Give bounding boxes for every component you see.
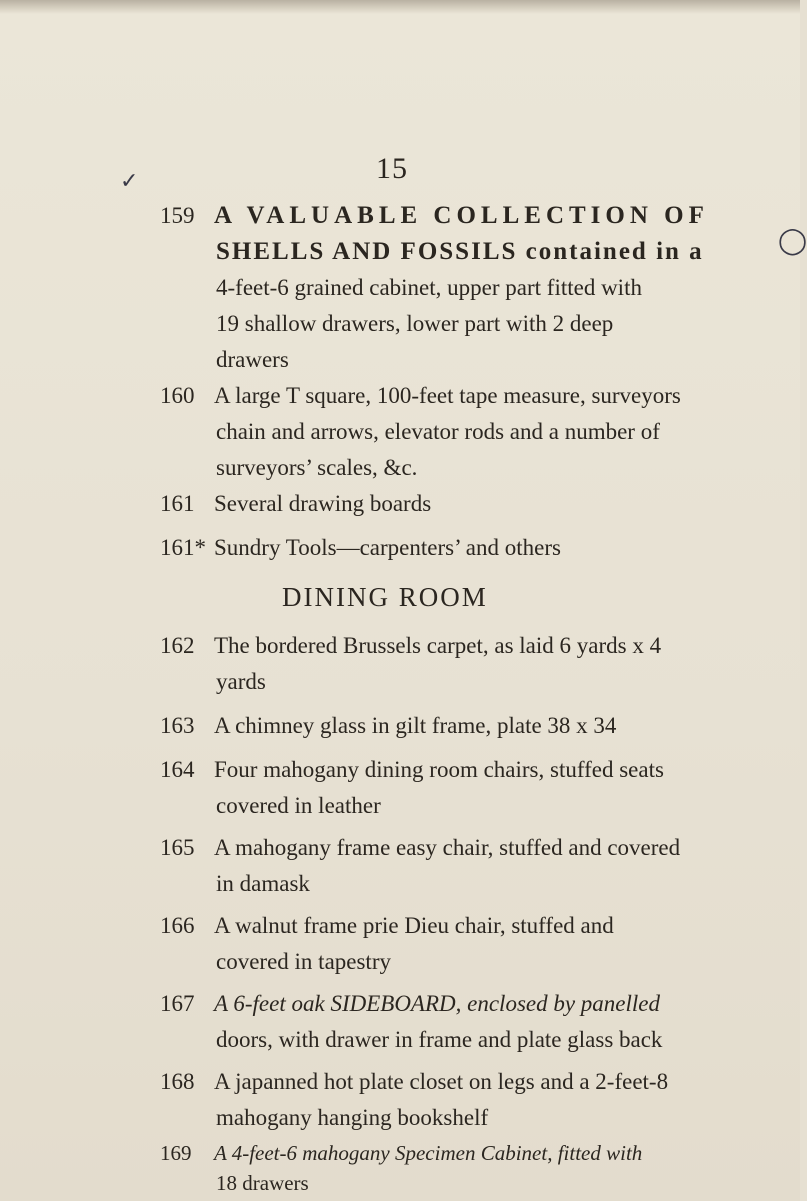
lot-164 <box>160 752 800 824</box>
lot-165 <box>160 830 800 902</box>
lot-line: surveyors’ scales, &c. <box>216 455 418 480</box>
page-number: 15 <box>376 152 408 185</box>
section-heading: DINING ROOM <box>282 582 488 612</box>
lot-169 <box>160 1138 800 1198</box>
page-top-edge <box>0 0 800 14</box>
lot-line: A walnut frame prie Dieu chair, stuffed and <box>214 913 614 938</box>
lot-line: A mahogany frame easy chair, stuffed and covered <box>214 835 681 860</box>
lot-number: 161 <box>160 491 195 516</box>
lot-number: 161* <box>160 535 206 560</box>
lot-line: The bordered Brussels carpet, as laid 6 yards x 4 <box>214 633 662 658</box>
lot-161 <box>160 486 800 522</box>
lot-line: drawers <box>216 347 289 372</box>
pencil-circle-icon: ◯ <box>778 226 807 255</box>
lot-number: 159 <box>160 203 195 228</box>
lot-166 <box>160 908 800 980</box>
lot-line: SHELLS AND FOSSILS contained in a <box>216 238 704 265</box>
lot-line: mahogany hanging bookshelf <box>216 1105 489 1130</box>
lot-line: covered in leather <box>216 793 381 818</box>
lot-number: 166 <box>160 913 195 938</box>
lot-162 <box>160 628 800 700</box>
lot-line: Several drawing boards <box>214 491 432 516</box>
lot-line: chain and arrows, elevator rods and a number of <box>216 419 660 444</box>
lot-line: A 4-feet-6 mahogany Specimen Cabinet, fitted with <box>214 1141 643 1165</box>
pencil-mark-icon: ✓ <box>120 168 139 193</box>
lot-line: A 6-feet oak SIDEBOARD, enclosed by panelled <box>214 991 661 1016</box>
lot-line: covered in tapestry <box>216 949 391 974</box>
lot-163 <box>160 708 800 744</box>
lot-line: 19 shallow drawers, lower part with 2 deep <box>216 311 614 336</box>
lot-number: 165 <box>160 835 195 860</box>
lot-line: A large T square, 100-feet tape measure, surveyors <box>214 383 681 408</box>
lot-line: 18 drawers <box>216 1171 309 1195</box>
lot-161-star <box>160 530 800 566</box>
lot-number: 163 <box>160 713 195 738</box>
lot-line: 4-feet-6 grained cabinet, upper part fitted with <box>216 275 642 300</box>
lot-line: A chimney glass in gilt frame, plate 38 x 34 <box>214 713 617 738</box>
lot-number: 162 <box>160 633 195 658</box>
lot-168 <box>160 1064 800 1136</box>
lot-line: in damask <box>216 871 310 896</box>
lot-heading: A VALUABLE COLLECTION OF <box>214 202 709 229</box>
lot-line: A japanned hot plate closet on legs and a 2-feet-8 <box>214 1069 669 1094</box>
lot-line: yards <box>216 669 266 694</box>
lot-number: 167 <box>160 991 195 1016</box>
lot-line: Sundry Tools—carpenters’ and others <box>214 535 561 560</box>
lot-159 <box>160 198 800 378</box>
lot-number: 168 <box>160 1069 195 1094</box>
lot-160 <box>160 378 800 486</box>
lot-number: 169 <box>160 1141 192 1165</box>
lot-number: 164 <box>160 757 195 782</box>
lot-number: 160 <box>160 383 195 408</box>
lot-167 <box>160 986 800 1058</box>
lot-line: Four mahogany dining room chairs, stuffed seats <box>214 757 664 782</box>
lot-line: doors, with drawer in frame and plate glass back <box>216 1027 663 1052</box>
